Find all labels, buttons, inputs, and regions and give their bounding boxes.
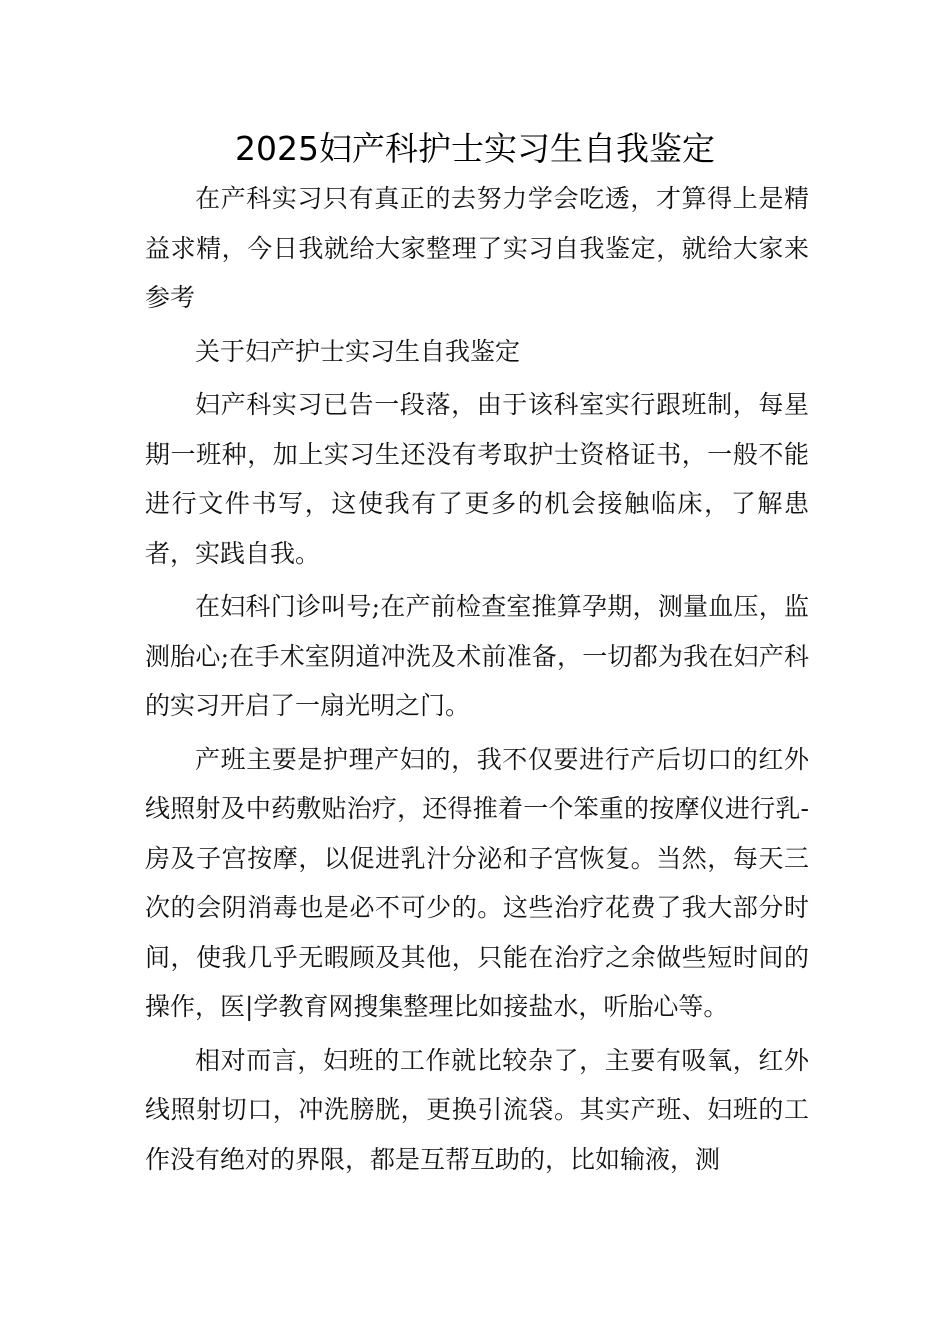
document-title: 2025妇产科护士实习生自我鉴定 — [235, 129, 715, 168]
paragraph-intro: 在产科实习只有真正的去努力学会吃透，才算得上是精益求精，今日我就给大家整理了实习自我鉴定，就给大家来参考 — [145, 184, 809, 312]
paragraph-obstetric-shift: 产班主要是护理产妇的，我不仅要进行产后切口的红外线照射及中药敷贴治疗，还得推着一个笨重的按摩仪进行乳-房及子宫按摩，以促进乳汁分泌和子宫恢复。当然，每天三次的会阴消毒也是必不可少的。这些治疗花费了我大部分时间，使我几乎无暇顾及其他，只能在治疗之余做些短时间的操作，医|学教育网搜集整理比如接盐水，听胎心等。 — [145, 744, 809, 1021]
paragraph-gynecology-shift: 相对而言，妇班的工作就比较杂了，主要有吸氧，红外线照射切口，冲洗膀胱，更换引流袋。其实产班、妇班的工作没有绝对的界限，都是互帮互助的，比如输液，测 — [145, 1045, 809, 1174]
paragraph-subheading: 关于妇产护士实习生自我鉴定 — [195, 336, 521, 366]
paragraph-overview: 妇产科实习已告一段落，由于该科室实行跟班制，每星期一班种，加上实习生还没有考取护士资格证书，一般不能进行文件书写，这使我有了更多的机会接触临床，了解患者，实践自我。 — [145, 390, 809, 568]
document-body — [145, 174, 809, 1188]
paragraph-clinic: 在妇科门诊叫号;在产前检查室推算孕期，测量血压，监测胎心;在手术室阴道冲洗及术前准备，一切都为我在妇产科的实习开启了一扇光明之门。 — [145, 592, 809, 720]
